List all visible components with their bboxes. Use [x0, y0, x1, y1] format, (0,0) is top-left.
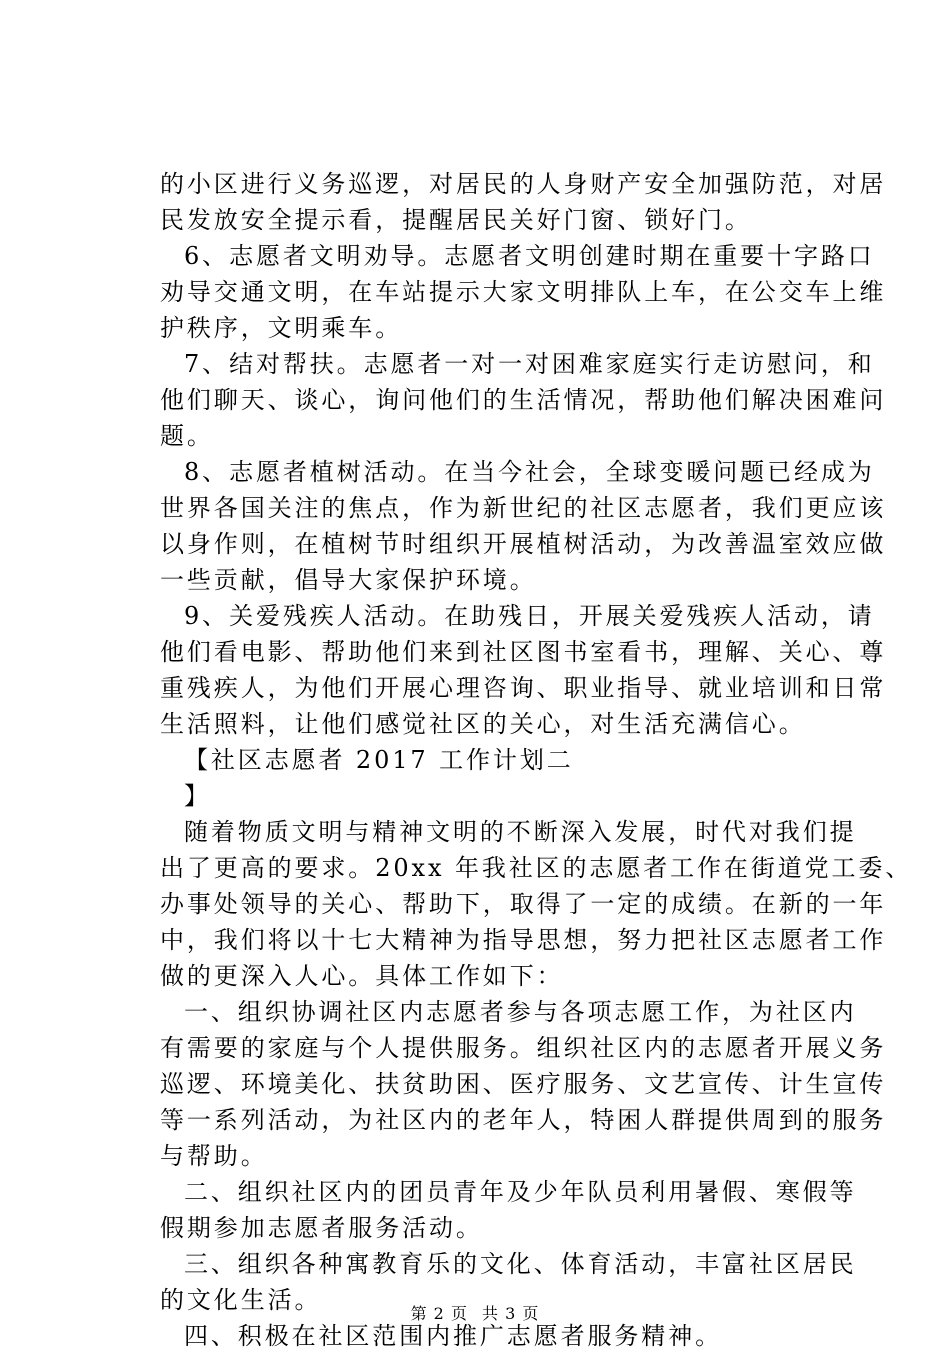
text-line: 巡逻、环境美化、扶贫助困、医疗服务、文艺宣传、计生宣传: [160, 1070, 887, 1098]
text-line: 护秩序，文明乘车。: [160, 314, 403, 342]
text-line: 8、志愿者植树活动。在当今社会，全球变暖问题已经成为: [184, 458, 875, 486]
text-line: 的文化生活。: [160, 1286, 322, 1314]
text-line: 出了更高的要求。20xx 年我社区的志愿者工作在街道党工委、: [160, 854, 913, 882]
text-line: 四、积极在社区范围内推广志愿者服务精神。: [184, 1322, 722, 1350]
text-line: 民发放安全提示看，提醒居民关好门窗、锁好门。: [160, 206, 752, 234]
text-line: 他们聊天、谈心，询问他们的生活情况，帮助他们解决困难问: [160, 386, 887, 414]
text-line: 办事处领导的关心、帮助下，取得了一定的成绩。在新的一年: [160, 890, 887, 918]
text-line: 劝导交通文明，在车站提示大家文明排队上车，在公交车上维: [160, 278, 887, 306]
page-total: 共 3 页: [482, 1304, 540, 1323]
text-line: 世界各国关注的焦点，作为新世纪的社区志愿者，我们更应该: [160, 494, 887, 522]
text-line: 7、结对帮扶。志愿者一对一对困难家庭实行走访慰问，和: [184, 350, 875, 378]
text-line: 二、组织社区内的团员青年及少年队员利用暑假、寒假等: [184, 1178, 857, 1206]
text-line: 有需要的家庭与个人提供服务。组织社区内的志愿者开展义务: [160, 1034, 887, 1062]
text-line: 题。: [160, 422, 214, 450]
text-line: 一些贡献，倡导大家保护环境。: [160, 566, 537, 594]
text-line: 中，我们将以十七大精神为指导思想，努力把社区志愿者工作: [160, 926, 887, 954]
text-line: 随着物质文明与精神文明的不断深入发展，时代对我们提: [184, 818, 857, 846]
section-heading: 【社区志愿者 2017 工作计划二: [184, 746, 574, 774]
page-number: 第 2 页: [410, 1304, 468, 1323]
text-line: 的小区进行义务巡逻，对居民的人身财产安全加强防范，对居: [160, 170, 887, 198]
text-line: 假期参加志愿者服务活动。: [160, 1214, 483, 1242]
text-line: 做的更深入人心。具体工作如下：: [160, 962, 564, 990]
page-footer: [0, 1303, 950, 1325]
text-line: 9、关爱残疾人活动。在助残日，开展关爱残疾人活动，请: [184, 602, 875, 630]
text-line: 等一系列活动，为社区内的老年人，特困人群提供周到的服务: [160, 1106, 887, 1134]
text-line: 三、组织各种寓教育乐的文化、体育活动，丰富社区居民: [184, 1250, 857, 1278]
text-line: 6、志愿者文明劝导。志愿者文明创建时期在重要十字路口: [184, 242, 875, 270]
text-line: 重残疾人，为他们开展心理咨询、职业指导、就业培训和日常: [160, 674, 887, 702]
text-line: 与帮助。: [160, 1142, 268, 1170]
text-line: 一、组织协调社区内志愿者参与各项志愿工作，为社区内: [184, 998, 857, 1026]
section-heading: 】: [184, 782, 211, 810]
text-line: 他们看电影、帮助他们来到社区图书室看书，理解、关心、尊: [160, 638, 887, 666]
text-line: 生活照料，让他们感觉社区的关心，对生活充满信心。: [160, 710, 806, 738]
text-line: 以身作则，在植树节时组织开展植树活动，为改善温室效应做: [160, 530, 887, 558]
